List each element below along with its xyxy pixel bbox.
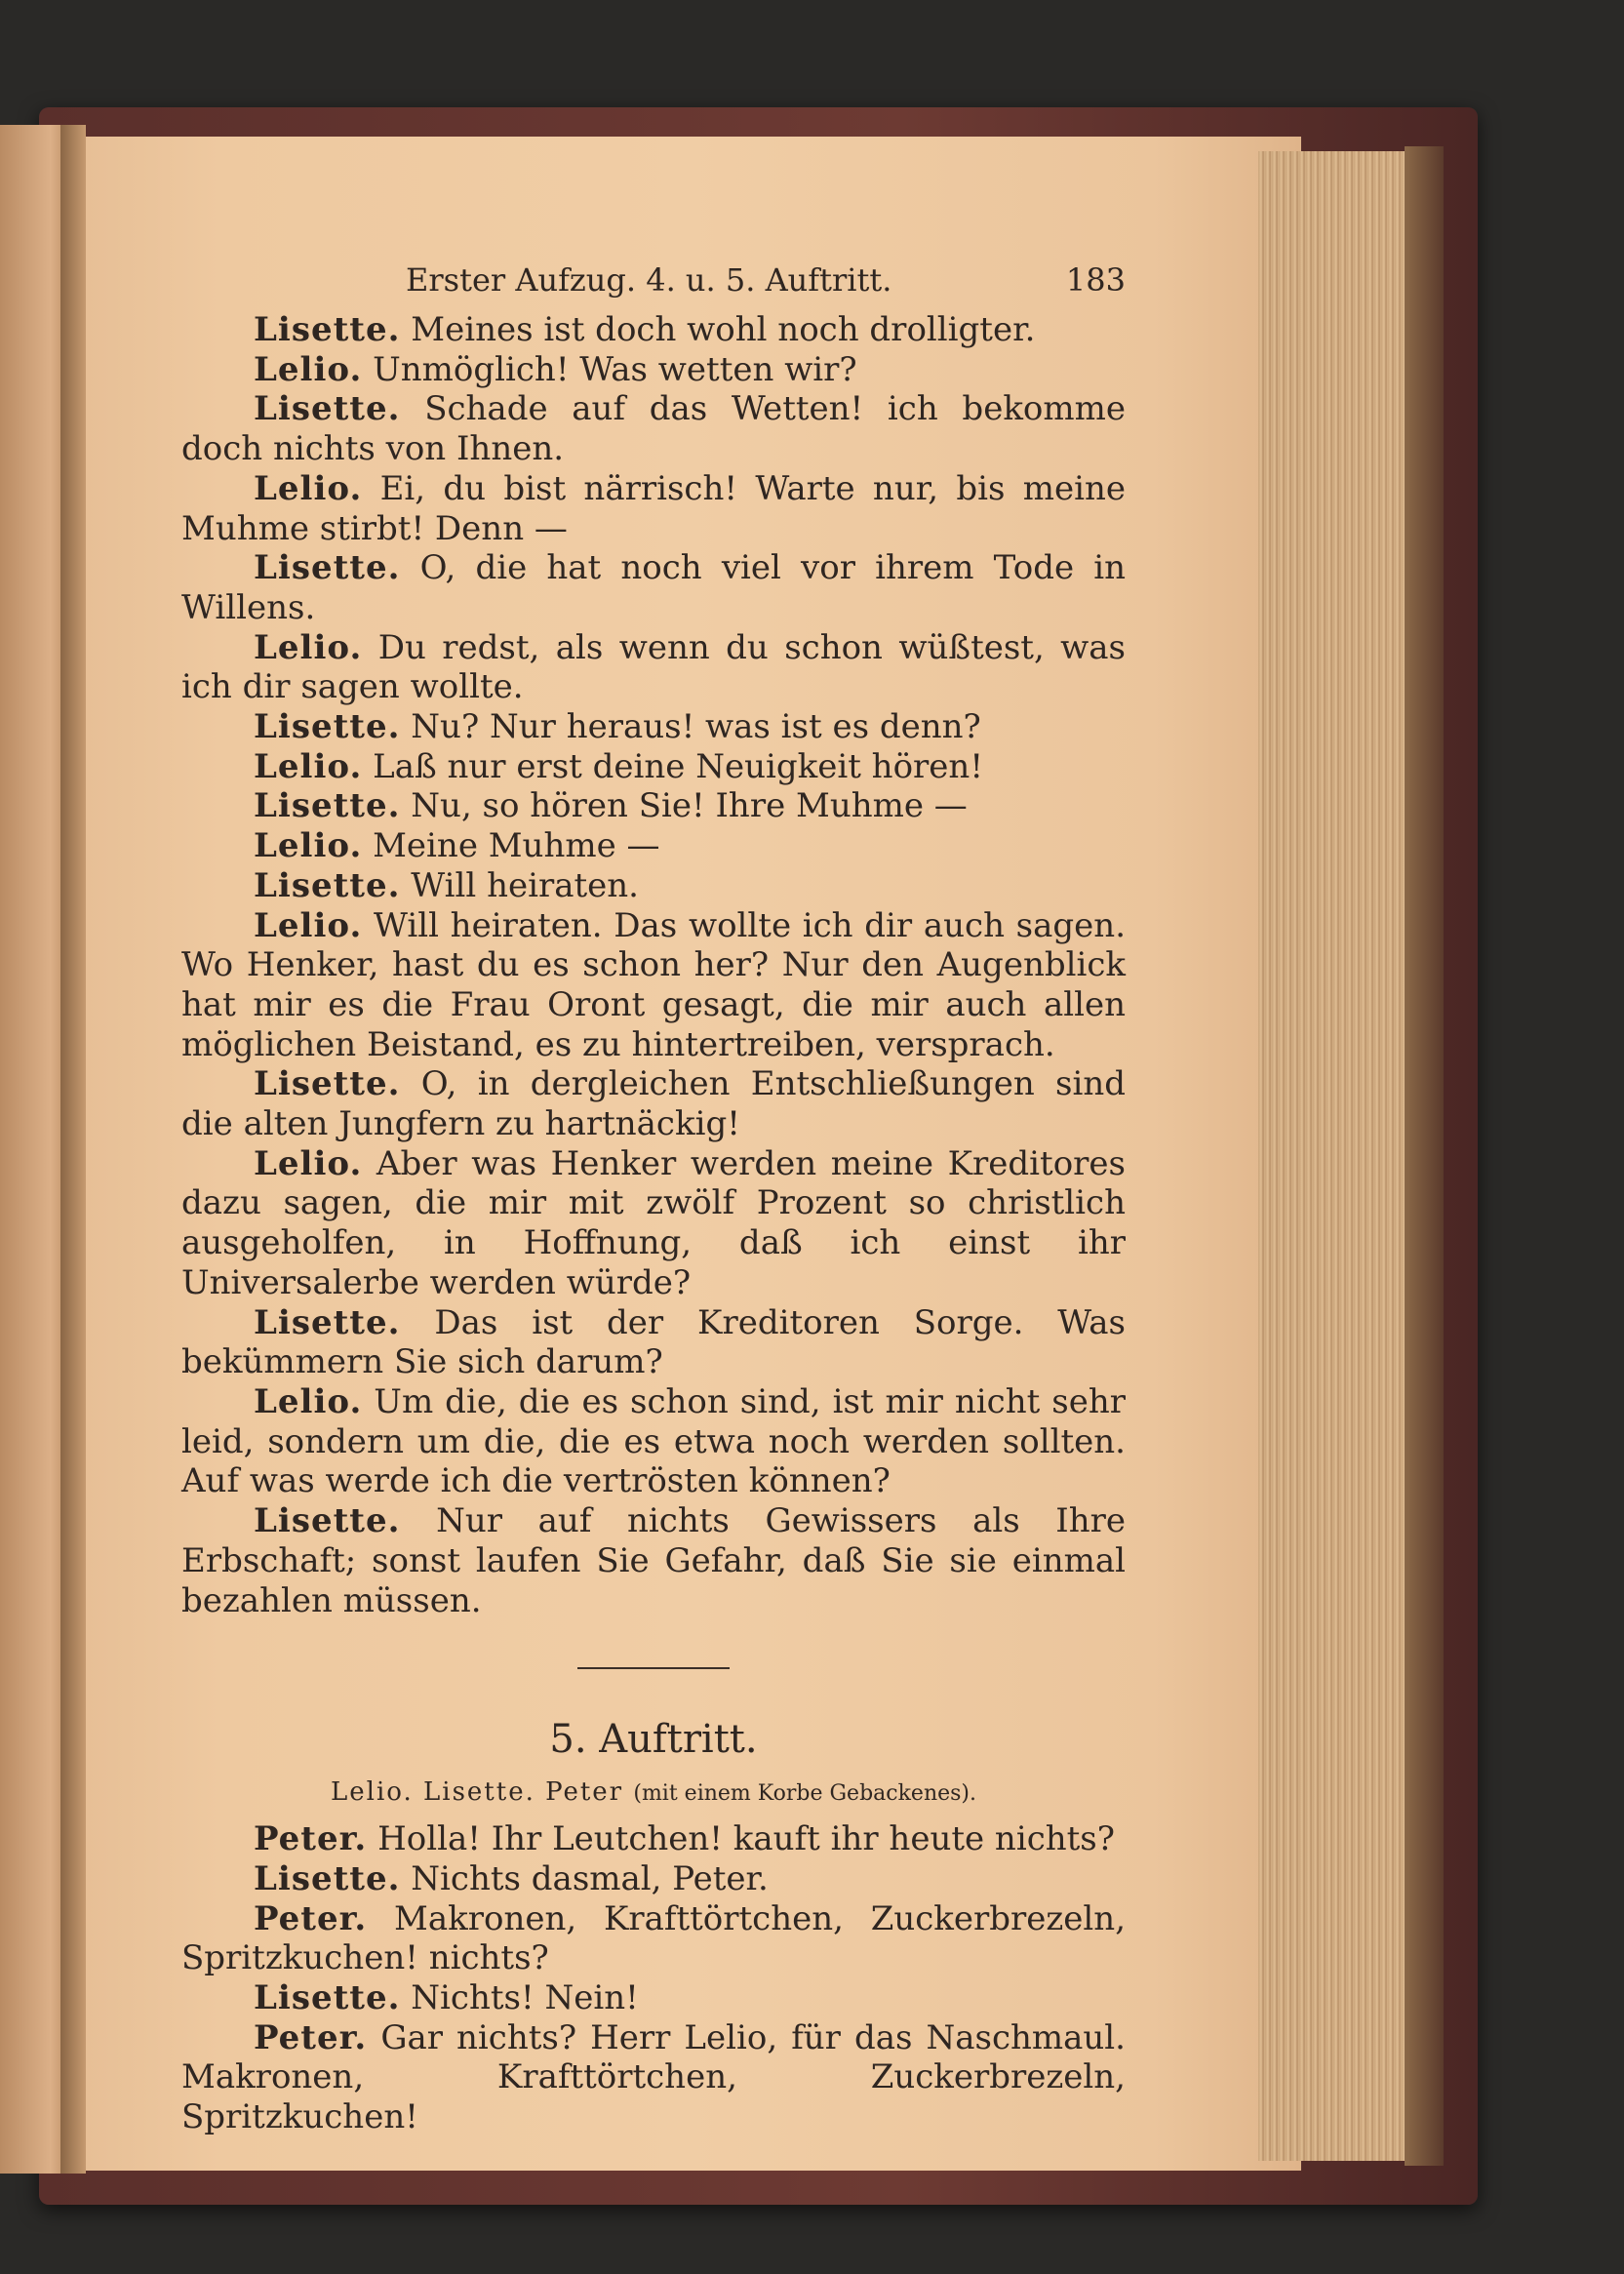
speaker: Lelio. xyxy=(254,905,363,945)
dialogue-line xyxy=(181,469,1126,548)
speaker: Lisette. xyxy=(254,1302,401,1342)
speech: Gar nichts? Herr Lelio, für das Naschmaul. Makronen, Krafttörtchen, Zuckerbrezeln, Spritzkuchen! xyxy=(181,2017,1126,2137)
speaker: Lisette. xyxy=(254,1978,401,2018)
running-title: Erster Aufzug. 4. u. 5. Auftritt. xyxy=(406,261,892,299)
dialogue-line xyxy=(181,2018,1126,2137)
dialogue-line xyxy=(181,1859,1126,1899)
speaker: Peter. xyxy=(254,2017,368,2057)
speaker: Lelio. xyxy=(254,468,363,508)
speaker: Lisette. xyxy=(254,865,401,905)
dialogue-line xyxy=(181,628,1126,707)
speech: Meines ist doch wohl noch drolligter. xyxy=(411,310,1036,349)
page-edges-shadow xyxy=(1405,146,1444,2166)
speaker: Lelio. xyxy=(254,1381,363,1421)
speaker: Lisette. xyxy=(254,1501,401,1541)
dialogue-line xyxy=(181,866,1126,906)
cast-names: Lelio. Lisette. Peter xyxy=(330,1777,624,1808)
speaker: Lisette. xyxy=(254,548,401,588)
speech: Nur auf nichts Gewissers als Ihre Erbschaft; sonst laufen Sie Gefahr, daß Sie sie einmal bezahlen müssen. xyxy=(181,1501,1126,1620)
speaker: Lisette. xyxy=(254,1064,401,1104)
dialogue-line xyxy=(181,1303,1126,1382)
dialogue-line xyxy=(181,548,1126,627)
speech: Holla! Ihr Leutchen! kauft ihr heute nichts? xyxy=(377,1819,1115,1859)
dialogue-line xyxy=(181,1501,1126,1620)
speech: Das ist der Kreditoren Sorge. Was bekümmern Sie sich darum? xyxy=(181,1302,1126,1382)
speech: Nichts dasmal, Peter. xyxy=(411,1858,769,1898)
speaker: Lelio. xyxy=(254,349,363,389)
dialogue-line xyxy=(181,1899,1126,1978)
dialogue-line xyxy=(181,1064,1126,1143)
speaker: Lisette. xyxy=(254,1858,401,1898)
dialogue-line xyxy=(181,826,1126,866)
speech: Makronen, Krafttörtchen, Zuckerbrezeln, Spritzkuchen! nichts? xyxy=(181,1898,1126,1978)
speaker: Lisette. xyxy=(254,389,401,429)
cast-list xyxy=(181,1773,1126,1814)
page-gutter xyxy=(60,125,86,2174)
speaker: Lisette. xyxy=(254,707,401,747)
speech: Ei, du bist närrisch! Warte nur, bis meine Muhme stirbt! Denn — xyxy=(181,468,1126,548)
speaker: Lisette. xyxy=(254,786,401,826)
speech: Aber was Henker werden meine Kreditores dazu sagen, die mir mit zwölf Prozent so christlich ausgeholfen, in Hoffnung, daß ich einst ihr Universalerbe werden würde? xyxy=(181,1143,1126,1302)
speech: Um die, die es schon sind, ist mir nicht sehr leid, sondern um die, die es etwa noch werden sollten. Auf was werde ich die vertrösten können? xyxy=(181,1381,1126,1501)
speech: Schade auf das Wetten! ich bekomme doch nichts von Ihnen. xyxy=(181,389,1126,469)
dialogue-line xyxy=(181,707,1126,747)
section-divider xyxy=(577,1667,730,1669)
speaker: Lelio. xyxy=(254,826,363,866)
speaker: Peter. xyxy=(254,1898,368,1938)
page-edges xyxy=(1258,151,1414,2161)
cast-note: (mit einem Korbe Gebackenes). xyxy=(633,1781,976,1807)
page-text xyxy=(181,252,1126,2137)
dialogue-line xyxy=(181,389,1126,468)
speech: Meine Muhme — xyxy=(373,826,660,866)
dialogue-line xyxy=(181,1144,1126,1303)
speaker: Lelio. xyxy=(254,1143,363,1183)
dialogue-line xyxy=(181,747,1126,787)
speech: O, die hat noch viel vor ihrem Tode in Willens. xyxy=(181,548,1126,627)
dialogue-line xyxy=(181,310,1126,350)
scene-4-dialogue xyxy=(181,310,1126,1620)
speech: Nu, so hören Sie! Ihre Muhme — xyxy=(411,786,968,826)
speech: Unmöglich! Was wetten wir? xyxy=(373,349,857,389)
speaker: Lisette. xyxy=(254,310,401,349)
speaker: Peter. xyxy=(254,1819,368,1859)
page-number: 183 xyxy=(1065,261,1126,299)
dialogue-line xyxy=(181,1978,1126,2018)
speech: Will heiraten. Das wollte ich dir auch sagen. Wo Henker, hast du es schon her? Nur den Augenblick hat mir es die Frau Oront gesagt, die mir auch allen möglichen Beistand, es zu hintertreiben, versprach. xyxy=(181,905,1126,1064)
speech: Nu? Nur heraus! was ist es denn? xyxy=(411,707,981,747)
dialogue-line xyxy=(181,350,1126,390)
speech: Will heiraten. xyxy=(411,865,639,905)
dialogue-line xyxy=(181,1382,1126,1501)
speech: Nichts! Nein! xyxy=(411,1978,639,2018)
scene-title: 5. Auftritt. xyxy=(549,1717,758,1763)
dialogue-line xyxy=(181,906,1126,1065)
speaker: Lelio. xyxy=(254,627,363,667)
running-header xyxy=(181,252,1126,310)
scene-5 xyxy=(181,1712,1126,2137)
speaker: Lelio. xyxy=(254,746,363,786)
dialogue-line xyxy=(181,786,1126,826)
speech: Du redst, als wenn du schon wüßtest, was ich dir sagen wollte. xyxy=(181,627,1126,707)
speech: O, in dergleichen Entschließungen sind die alten Jungfern zu hartnäckig! xyxy=(181,1064,1126,1144)
speech: Laß nur erst deine Neuigkeit hören! xyxy=(373,746,983,786)
dialogue-line xyxy=(181,1819,1126,1859)
